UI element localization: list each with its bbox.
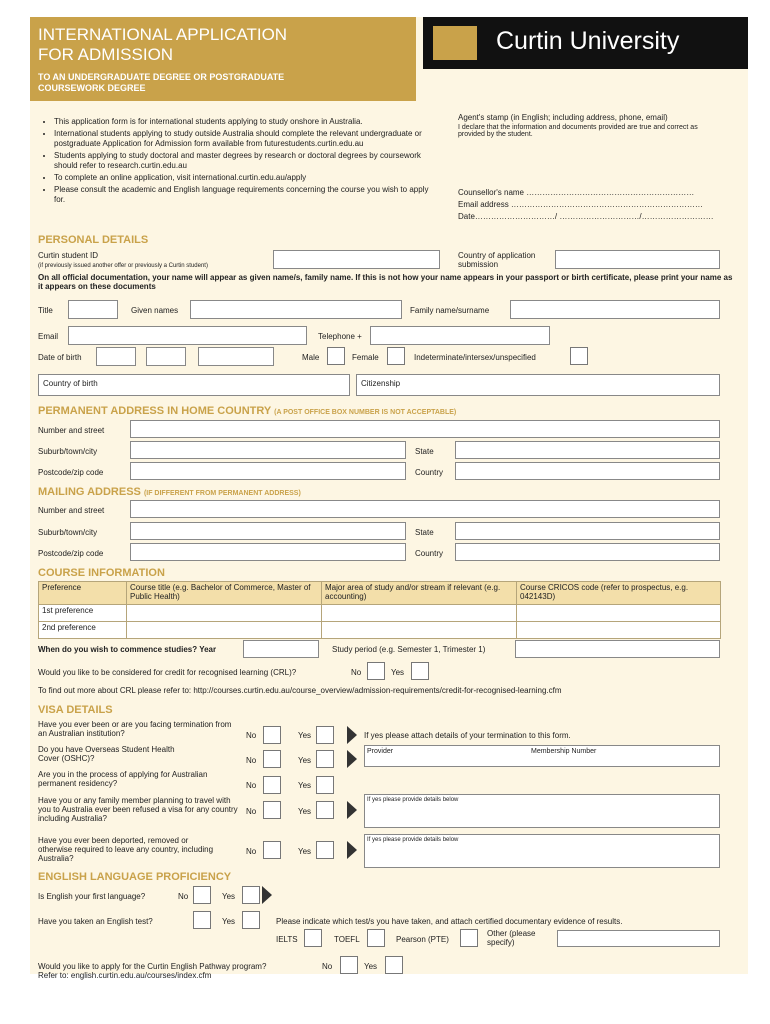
curtin-logo [423, 17, 748, 69]
course-info-heading: COURSE INFORMATION [38, 567, 165, 579]
eng-q2-no-checkbox[interactable] [193, 911, 211, 929]
commence-year-input[interactable] [243, 640, 319, 658]
email-label: Email [38, 332, 59, 341]
arrow-icon [347, 841, 357, 859]
visa-q4-no-checkbox[interactable] [263, 801, 281, 819]
perm-state-input[interactable] [455, 441, 720, 459]
termination-note: If yes please attach details of your termination to this form. [364, 731, 571, 740]
agent-date-field[interactable]: Date…………………………/ …………………………/……………………… [458, 212, 714, 221]
membership-label: Membership Number [531, 748, 597, 755]
telephone-label: Telephone + [318, 332, 362, 341]
intro-item: • International students applying to study outside Australia should complete the relevant undergraduate or postgraduate Application for Admission form available from futurestudents.curtin.edu.au [54, 129, 438, 149]
logo-text: Curtin University [496, 27, 680, 55]
col-preference: Preference [39, 582, 127, 605]
toefl-checkbox[interactable] [367, 929, 385, 947]
pref-1-label: 1st preference [39, 605, 127, 622]
visa-q2-yes: Yes [298, 756, 312, 765]
provider-label: Provider [367, 748, 394, 755]
male-checkbox[interactable] [327, 347, 345, 365]
other-label: Other (please specify) [487, 929, 536, 947]
citizenship-input[interactable] [356, 374, 720, 396]
eng-q2-yes-checkbox[interactable] [242, 911, 260, 929]
eng-q2-yes: Yes [222, 917, 236, 926]
family-name-label: Family name/surname [410, 306, 490, 315]
dob-day-input[interactable] [96, 347, 136, 366]
visa-q5: Have you ever been deported, removed or otherwise required to leave any country, including Australia? [38, 836, 214, 863]
refused-details-input[interactable] [364, 794, 720, 828]
study-period-label: Study period (e.g. Semester 1, Trimester 1) [332, 645, 486, 654]
eng-q1-yes-checkbox[interactable] [242, 886, 260, 904]
crl-yes-checkbox[interactable] [411, 662, 429, 680]
personal-details-heading: PERSONAL DETAILS [38, 234, 149, 246]
english-q2: Have you taken an English test? [38, 917, 153, 926]
visa-q2-no-checkbox[interactable] [263, 750, 281, 768]
pref-2-label: 2nd preference [39, 622, 127, 639]
given-names-input[interactable] [190, 300, 402, 319]
visa-heading: VISA DETAILS [38, 704, 113, 716]
intro-item: • This application form is for international students applying to study onshore in Australia. [54, 117, 438, 127]
crl-no-label: No [351, 668, 362, 677]
intro-list [38, 117, 438, 207]
oshc-input[interactable] [364, 745, 720, 767]
visa-q1-no: No [246, 731, 257, 740]
visa-q2-no: No [246, 756, 257, 765]
perm-street-input[interactable] [130, 420, 720, 438]
student-id-note: (if previously issued another offer or previously a Curtin student) [38, 263, 208, 269]
pte-label: Pearson (PTE) [396, 935, 449, 944]
mail-country-label: Country [415, 549, 444, 558]
pathway-no-checkbox[interactable] [340, 956, 358, 974]
email-input[interactable] [68, 326, 307, 345]
counsellor-name-field[interactable]: Counsellor's name ……………………………………………………… [458, 188, 695, 197]
col-major: Major area of study and/or stream if relevant (e.g. accounting) [322, 582, 517, 605]
permanent-address-heading: PERMANENT ADDRESS IN HOME COUNTRY (A POST OFFICE BOX NUMBER IS NOT ACCEPTABLE) [38, 405, 457, 417]
visa-q3-no: No [246, 781, 257, 790]
intro-item: • Please consult the academic and English language requirements concerning the course you wish to apply for. [54, 185, 438, 205]
indeterminate-label: Indeterminate/intersex/unspecified [414, 353, 536, 362]
perm-postcode-input[interactable] [130, 462, 406, 480]
pref-2-major[interactable] [322, 622, 517, 639]
perm-suburb-label: Suburb/town/city [38, 447, 98, 456]
eng-q1-yes: Yes [222, 892, 236, 901]
female-checkbox[interactable] [387, 347, 405, 365]
crest-icon [433, 26, 477, 60]
perm-country-input[interactable] [455, 462, 720, 480]
pte-checkbox[interactable] [460, 929, 478, 947]
mailing-address-heading: MAILING ADDRESS (IF DIFFERENT FROM PERMANENT ADDRESS) [38, 486, 301, 498]
details-label: If yes please provide details below [367, 837, 459, 843]
form-subtitle: TO AN UNDERGRADUATE DEGREE OR POSTGRADUATE [38, 72, 285, 82]
student-id-input[interactable] [273, 250, 440, 269]
form-subtitle-2: COURSEWORK DEGREE [38, 83, 146, 93]
english-heading: ENGLISH LANGUAGE PROFICIENCY [38, 871, 232, 883]
country-application-label: Country of application submission [458, 251, 536, 269]
crl-question: Would you like to be considered for credit for recognised learning (CRL)? [38, 668, 297, 677]
visa-q3: Are you in the process of applying for Australian permanent residency? [38, 770, 208, 788]
ielts-checkbox[interactable] [304, 929, 322, 947]
eng-q1-no: No [178, 892, 189, 901]
mail-postcode-input[interactable] [130, 543, 406, 561]
arrow-icon [347, 750, 357, 768]
dob-month-input[interactable] [146, 347, 186, 366]
mail-state-input[interactable] [455, 522, 720, 540]
intro-item: • Students applying to study doctoral and master degrees by research or doctoral degrees by coursework should refer to research.curtin.edu.au [54, 151, 438, 171]
pref-1-course[interactable] [127, 605, 322, 622]
visa-q4-yes-checkbox[interactable] [316, 801, 334, 819]
declaration: I declare that the information and documents provided are true and correct as provided by the student. [458, 124, 698, 138]
student-id-label: Curtin student ID [38, 251, 99, 260]
pathway-yes-checkbox[interactable] [385, 956, 403, 974]
visa-q2-yes-checkbox[interactable] [316, 750, 334, 768]
pathway-question: Would you like to apply for the Curtin English Pathway program? [38, 962, 267, 971]
test-instructions: Please indicate which test/s you have taken, and attach certified documentary evidence of results. [276, 917, 623, 926]
citizenship-label: Citizenship [361, 379, 401, 388]
visa-q5-no-checkbox[interactable] [263, 841, 281, 859]
indeterminate-checkbox[interactable] [570, 347, 588, 365]
visa-q3-yes-checkbox[interactable] [316, 776, 334, 794]
commence-year-label: When do you wish to commence studies? Year [38, 645, 217, 654]
visa-q5-yes-checkbox[interactable] [316, 841, 334, 859]
mail-street-input[interactable] [130, 500, 720, 518]
visa-q5-yes: Yes [298, 847, 312, 856]
visa-q3-yes: Yes [298, 781, 312, 790]
country-of-birth-input[interactable] [38, 374, 350, 396]
perm-state-label: State [415, 447, 434, 456]
form-title-2: FOR ADMISSION [38, 45, 174, 64]
mail-street-label: Number and street [38, 506, 105, 515]
perm-street-label: Number and street [38, 426, 105, 435]
visa-q2: Do you have Overseas Student Health Cover (OSHC)? [38, 745, 175, 763]
dob-label: Date of birth [38, 353, 82, 362]
mail-postcode-label: Postcode/zip code [38, 549, 104, 558]
eng-q1-no-checkbox[interactable] [193, 886, 211, 904]
course-table [38, 581, 721, 639]
country-of-birth-label: Country of birth [43, 379, 98, 388]
title-input[interactable] [68, 300, 118, 319]
pref-2-cricos[interactable] [517, 622, 721, 639]
pathway-no: No [322, 962, 333, 971]
visa-q4-yes: Yes [298, 807, 312, 816]
study-period-input[interactable] [515, 640, 720, 658]
pref-1-cricos[interactable] [517, 605, 721, 622]
arrow-icon [347, 726, 357, 744]
col-cricos: Course CRICOS code (refer to prospectus, e.g. 042143D) [517, 582, 721, 605]
visa-q3-no-checkbox[interactable] [263, 776, 281, 794]
family-name-input[interactable] [510, 300, 720, 319]
perm-suburb-input[interactable] [130, 441, 406, 459]
mail-country-input[interactable] [455, 543, 720, 561]
arrow-icon [347, 801, 357, 819]
other-test-input[interactable] [557, 930, 720, 947]
pref-2-course[interactable] [127, 622, 322, 639]
perm-country-label: Country [415, 468, 444, 477]
telephone-input[interactable] [370, 326, 550, 345]
given-names-label: Given names [131, 306, 179, 315]
female-label: Female [352, 353, 379, 362]
perm-postcode-label: Postcode/zip code [38, 468, 104, 477]
intro-item: • To complete an online application, visit international.curtin.edu.au/apply [54, 173, 438, 183]
deported-details-input[interactable] [364, 834, 720, 868]
pathway-yes: Yes [364, 962, 378, 971]
name-notice: On all official documentation, your name will appear as given name/s, family name. If this is not how your name appears in your passport or birth certificate, please print your name as it appears on these documents [38, 273, 733, 291]
crl-link[interactable]: To find out more about CRL please refer to: http://courses.curtin.edu.au/course_overview/admission-requirements/credit-for-recognised-learning.cfm [38, 686, 562, 695]
dob-year-input[interactable] [198, 347, 274, 366]
mail-state-label: State [415, 528, 434, 537]
agent-stamp-label: Agent's stamp (in English; including address, phone, email) [458, 113, 668, 122]
crl-yes-label: Yes [391, 668, 405, 677]
mail-suburb-label: Suburb/town/city [38, 528, 98, 537]
header-banner [30, 17, 416, 101]
title-label: Title [38, 306, 53, 315]
arrow-icon [262, 886, 272, 904]
crl-no-checkbox[interactable] [367, 662, 385, 680]
toefl-label: TOEFL [334, 935, 360, 944]
pref-1-major[interactable] [322, 605, 517, 622]
country-application-input[interactable] [555, 250, 720, 269]
details-label: If yes please provide details below [367, 797, 459, 803]
col-course-title: Course title (e.g. Bachelor of Commerce, Master of Public Health) [127, 582, 322, 605]
form-title: INTERNATIONAL APPLICATION [38, 25, 288, 44]
visa-q4: Have you or any family member planning to travel with you to Australia ever been refused a visa for any country including Australia? [38, 796, 238, 823]
visa-q1-no-checkbox[interactable] [263, 726, 281, 744]
visa-q1: Have you ever been or are you facing termination from an Australian institution? [38, 720, 232, 738]
english-q1: Is English your first language? [38, 892, 146, 901]
pathway-link[interactable]: Refer to: english.curtin.edu.au/courses/index.cfm [38, 971, 212, 980]
agent-stamp-area [458, 113, 720, 221]
agent-email-field[interactable]: Email address ……………………………………………………………… [458, 200, 703, 209]
visa-q4-no: No [246, 807, 257, 816]
visa-q5-no: No [246, 847, 257, 856]
male-label: Male [302, 353, 320, 362]
mail-suburb-input[interactable] [130, 522, 406, 540]
ielts-label: IELTS [276, 935, 298, 944]
visa-q1-yes: Yes [298, 731, 312, 740]
visa-q1-yes-checkbox[interactable] [316, 726, 334, 744]
